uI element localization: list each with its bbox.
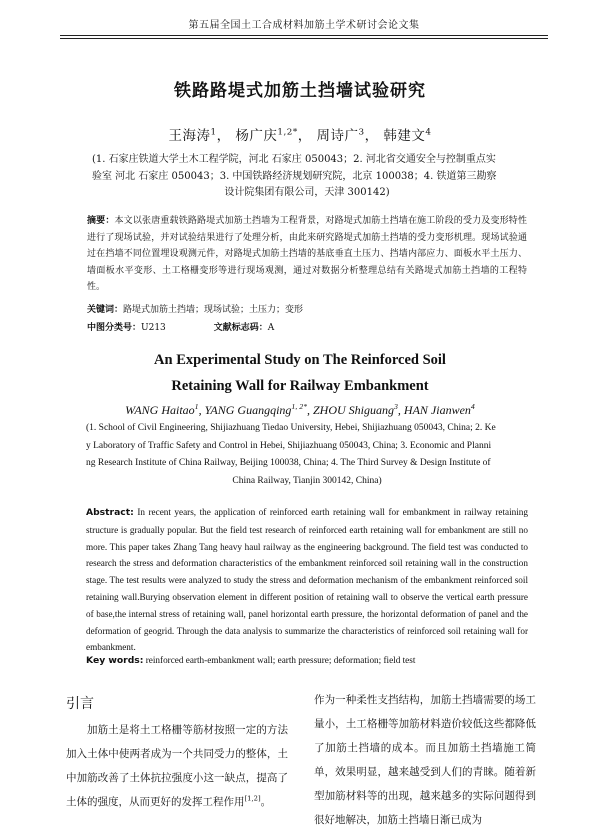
- english-authors: WANG Haitao$^1$, YANG Guangqing$^{1, 2*}$, ZHOU Shiguang$^3$, HAN Jianwen$^4$: [125, 402, 475, 417]
- author-affil-mark: 3: [394, 402, 398, 411]
- body-text-left-column: [66, 718, 288, 814]
- affiliation-line: y Laboratory of Traffic Safety and Control in Hebei, Shijiazhuang 050043, China; 3. Economic and Planni: [86, 440, 492, 451]
- running-head: 第五届全国土工合成材料加筋土学术研讨会论文集: [60, 16, 548, 36]
- affiliation-line: 验室 河北 石家庄 050043；3. 中国铁路经济规划研究院，北京 100038；4. 铁道第三勘察: [92, 170, 497, 182]
- clc-label: 中图分类号：: [87, 323, 142, 333]
- keywords-label: 关键词：: [87, 305, 124, 315]
- author-name: WANG Haitao: [125, 403, 195, 417]
- english-abstract: [86, 504, 528, 656]
- chinese-authors: 王海涛$^1$， 杨广庆$^{1,2*}$， 周诗广$^3$， 韩建文$^4$: [168, 127, 432, 144]
- paragraph-text: 作为一种柔性支挡结构，加筋土挡墙需要的场工量小，土工格栅等加筋材料造价较低这些都降低了加筋土挡墙的成本。而且加筋土挡墙施工简单，效果明显，越来越受到人们的青睐。随着新型加筋材料等的出现，越来越多的实际问题得到很好地解决，加筋土挡墙日渐已成为: [314, 694, 536, 826]
- author-affil-mark: 3: [358, 127, 365, 138]
- affiliation-line: (1. 石家庄铁道大学土木工程学院，河北 石家庄 050043；2. 河北省交通安全与控制重点实: [92, 154, 496, 165]
- author-affil-mark: 1, 2*: [291, 402, 307, 411]
- clc-value: U213: [141, 323, 166, 333]
- author-affil-mark: 1: [210, 127, 217, 138]
- author-affil-mark: 4: [470, 402, 475, 411]
- english-title-line: An Experimental Study on The Reinforced Soil: [154, 352, 446, 368]
- author-name: ZHOU Shiguang: [313, 403, 395, 417]
- keywords-text: 路堤式加筋土挡墙；现场试验；土压力；变形: [123, 305, 304, 315]
- chinese-title: 铁路路堤式加筋土挡墙试验研究: [174, 81, 426, 101]
- abstract-text: In recent years, the application of reinforced earth retaining wall for embankment in railway retaining structure is gradually popular. But the field test research of reinforced earth retaining wall for embankment are still no more. This paper takes Zhang Tang heavy haul railway as the engineering background. The field test was conducted to research the stress and deformation characteristics of the embankment reinforced soil retaining wall in the construction stage. The test results were analyzed to study the stress and deformation mechanism of the embankment reinforced soil retaining wall.Burying observation element in different position of retaining wall to observe the vertical earth pressure of base,the internal stress of retaining wall, panel horizontal earth pressure, the horizontal deformation of panel and the deformation of geogrid. Through the data analysis to summarize the characteristics of reinforced soil retaining wall for embankment.: [86, 507, 528, 653]
- affiliation-line: ng Research Institute of China Railway, Beijing 100038, China; 4. The Third Survey & Design Institute of: [86, 458, 491, 468]
- author-name: 韩建文: [383, 128, 426, 144]
- abstract-label: Abstract:: [86, 507, 134, 518]
- author-name: HAN Jianwen: [403, 403, 471, 417]
- chinese-keywords: [87, 302, 527, 315]
- affiliation-line: 设计院集团有限公司，天津 300142): [224, 187, 390, 198]
- chinese-abstract: [87, 213, 527, 296]
- affiliation-line: (1. School of Civil Engineering, Shijiazhuang Tiedao University, Hebei, Shijiazhuang 050043, China; 2. Ke: [86, 423, 496, 433]
- english-title-line: Retaining Wall for Railway Embankment: [171, 378, 429, 394]
- classification-line: [87, 320, 527, 333]
- citation-ref: [1,2]: [244, 794, 261, 803]
- author-affil-mark: 4: [425, 127, 432, 138]
- author-name: 王海涛: [168, 128, 211, 144]
- author-affil-mark: 1: [194, 402, 199, 411]
- abstract-text: 本文以张唐重载铁路路堤式加筋土挡墙为工程背景，对路堤式加筋土挡墙在施工阶段的受力及变形特性进行了现场试验，并对试验结果进行了处理分析，由此来研究路堤式加筋土挡墙的受力变形机理。现场试验通过在挡墙不同位置埋设观测元件，对路堤式加筋土挡墙的基底垂直土压力、挡墙内部应力、面板水平土压力、墙面板水平变形、土工格栅变形等进行现场观测，通过对数据分析整理总结有关路堤式加筋土挡墙的工程特性。: [87, 216, 527, 292]
- chinese-affiliations: [92, 152, 522, 202]
- body-text-right-column: [314, 688, 536, 832]
- author-name: YANG Guangqing: [204, 403, 292, 417]
- keywords-text: reinforced earth-embankment wall; earth pressure; deformation; field test: [145, 655, 416, 665]
- section-heading-introduction: 引言: [66, 696, 94, 712]
- abstract-label: 摘要：: [87, 216, 115, 226]
- english-title: [0, 347, 600, 399]
- author-affil-mark: 1,2*: [277, 127, 298, 138]
- author-name: 周诗广: [316, 128, 359, 144]
- doc-code-label: 文献标志码：: [213, 323, 268, 333]
- paragraph-text: 加筋土是将土工格栅等筋材按照一定的方法加入土体中使两者成为一个共同受力的整体，土中加筋改善了土体抗拉强度小这一缺点，提高了土体的强度，从而更好的发挥工程作用: [66, 724, 288, 808]
- english-keywords: [86, 655, 528, 666]
- keywords-label: Key words:: [86, 655, 144, 666]
- author-name: 杨广庆: [235, 128, 278, 144]
- paragraph-tail: 。: [260, 796, 272, 808]
- affiliation-line: China Railway, Tianjin 300142, China): [232, 475, 382, 486]
- doc-code-value: A: [267, 323, 275, 333]
- english-affiliations: [86, 420, 528, 490]
